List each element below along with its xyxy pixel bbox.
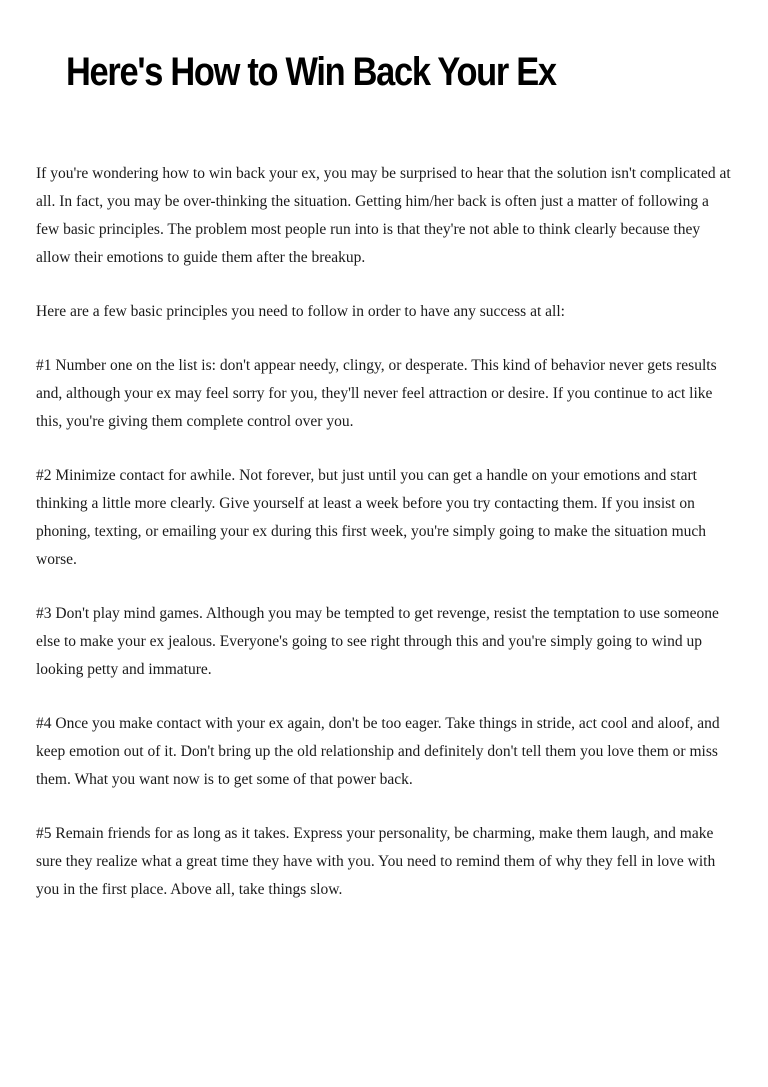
principles-intro-paragraph: Here are a few basic principles you need to follow in order to have any success at all: [36, 303, 565, 320]
principle-2-paragraph: #2 Minimize contact for awhile. Not forever, but just until you can get a handle on your emotions and start thinking a little more clearly. Give yourself at least a week before you try contacting them. If you insist on phoning, texting, or emailing your ex during this first week, you're simply going to make the situation much worse. [36, 467, 707, 568]
principle-1-paragraph: #1 Number one on the list is: don't appear needy, clingy, or desperate. This kind of behavior never gets results and, although your ex may feel sorry for you, they'll never feel attraction or desire. If you continue to act like this, you're giving them complete control over you. [36, 357, 717, 430]
article-body [36, 160, 736, 904]
principle-3-paragraph: #3 Don't play mind games. Although you may be tempted to get revenge, resist the temptation to use someone else to make your ex jealous. Everyone's going to see right through this and you're simply going to wind up looking petty and immature. [36, 605, 719, 678]
intro-paragraph: If you're wondering how to win back your ex, you may be surprised to hear that the solution isn't complicated at all. In fact, you may be over-thinking the situation. Getting him/her back is often just a matter of following a few basic principles. The problem most people run into is that they're not able to think clearly because they allow their emotions to guide them after the breakup. [36, 165, 731, 266]
page-title: Here's How to Win Back Your Ex [66, 50, 556, 94]
principle-4-paragraph: #4 Once you make contact with your ex again, don't be too eager. Take things in stride, act cool and aloof, and keep emotion out of it. Don't bring up the old relationship and definitely don't tell them you love them or miss them. What you want now is to get some of that power back. [36, 715, 720, 788]
principle-5-paragraph: #5 Remain friends for as long as it takes. Express your personality, be charming, make them laugh, and make sure they realize what a great time they have with you. You need to remind them of why they fell in love with you in the first place. Above all, take things slow. [36, 825, 716, 898]
